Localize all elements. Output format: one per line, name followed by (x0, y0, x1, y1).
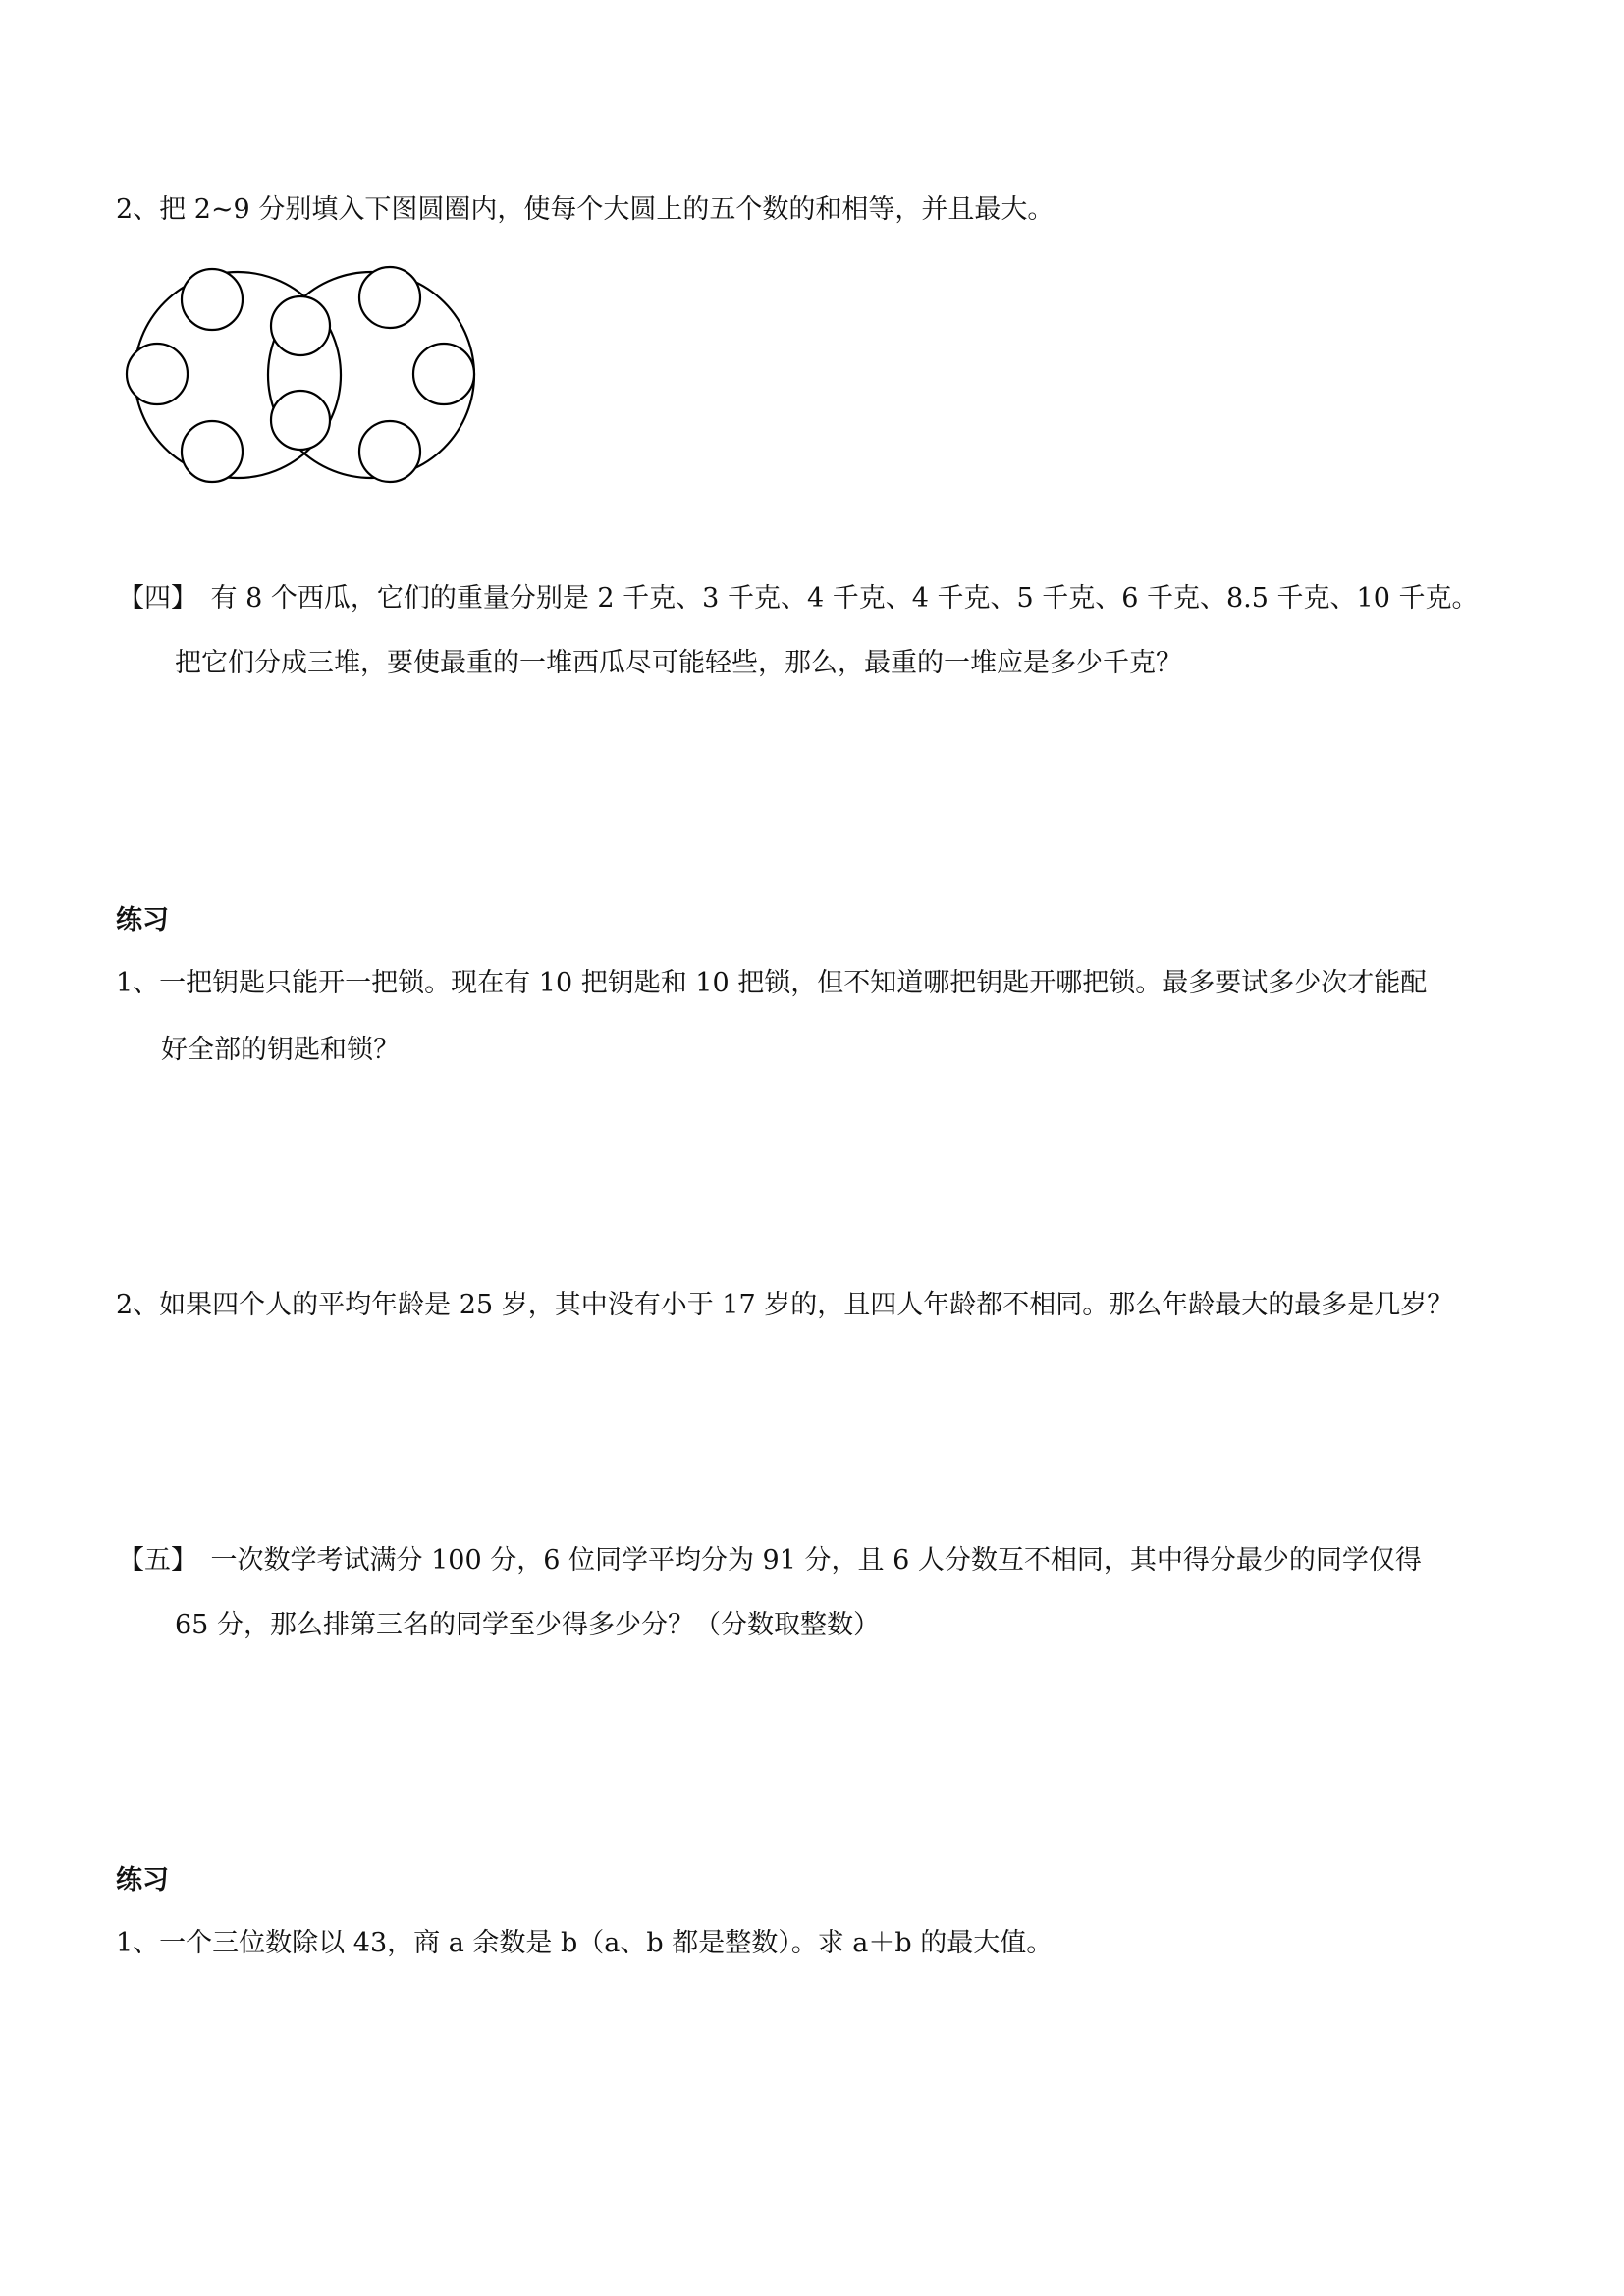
practice-b-q2: 2、如果四个人的平均年龄是 25 岁，其中没有小于 17 岁的，且四人年龄都不相同。那么年龄最大的最多是几岁？ (116, 1290, 1454, 1320)
small-circle-left-top (182, 269, 243, 330)
small-circle-right-bottom (359, 421, 420, 482)
small-circle-left-bottom (182, 421, 243, 482)
practice-a-q2: 2、把 2~9 分别填入下图圆圈内，使每个大圆上的五个数的和相等，并且最大。 (116, 194, 1055, 225)
practice-c-q1: 1、一个三位数除以 43，商 a 余数是 b（a、b 都是整数）。求 a＋b 的最大值。 (116, 1928, 1054, 1958)
small-circle-right-top (359, 267, 420, 328)
practice-b-heading: 练习 (116, 905, 169, 935)
small-circle-center-top (271, 296, 330, 355)
example-5-line2: 65 分，那么排第三名的同学至少得多少分？（分数取整数） (175, 1610, 880, 1640)
example-4-line2: 把它们分成三堆，要使最重的一堆西瓜尽可能轻些，那么，最重的一堆应是多少千克？ (175, 648, 1182, 678)
two-circles-figure (118, 257, 491, 493)
example-5-line1: 【五】 一次数学考试满分 100 分，6 位同学平均分为 91 分，且 6 人分数互不相同，其中得分最少的同学仅得 (118, 1545, 1422, 1575)
small-circle-center-bottom (271, 391, 330, 450)
practice-b-q1-line2: 好全部的钥匙和锁？ (161, 1035, 400, 1065)
practice-c-heading: 练习 (116, 1865, 169, 1896)
practice-b-q1-line1: 1、一把钥匙只能开一把锁。现在有 10 把钥匙和 10 把锁，但不知道哪把钥匙开哪把锁。最多要试多少次才能配 (116, 968, 1428, 998)
small-circle-left-mid (127, 344, 188, 404)
small-circle-right-mid (413, 344, 474, 404)
example-4-line1: 【四】 有 8 个西瓜，它们的重量分别是 2 千克、3 千克、4 千克、4 千克、5 千克、6 千克、8.5 千克、10 千克。 (118, 583, 1479, 614)
